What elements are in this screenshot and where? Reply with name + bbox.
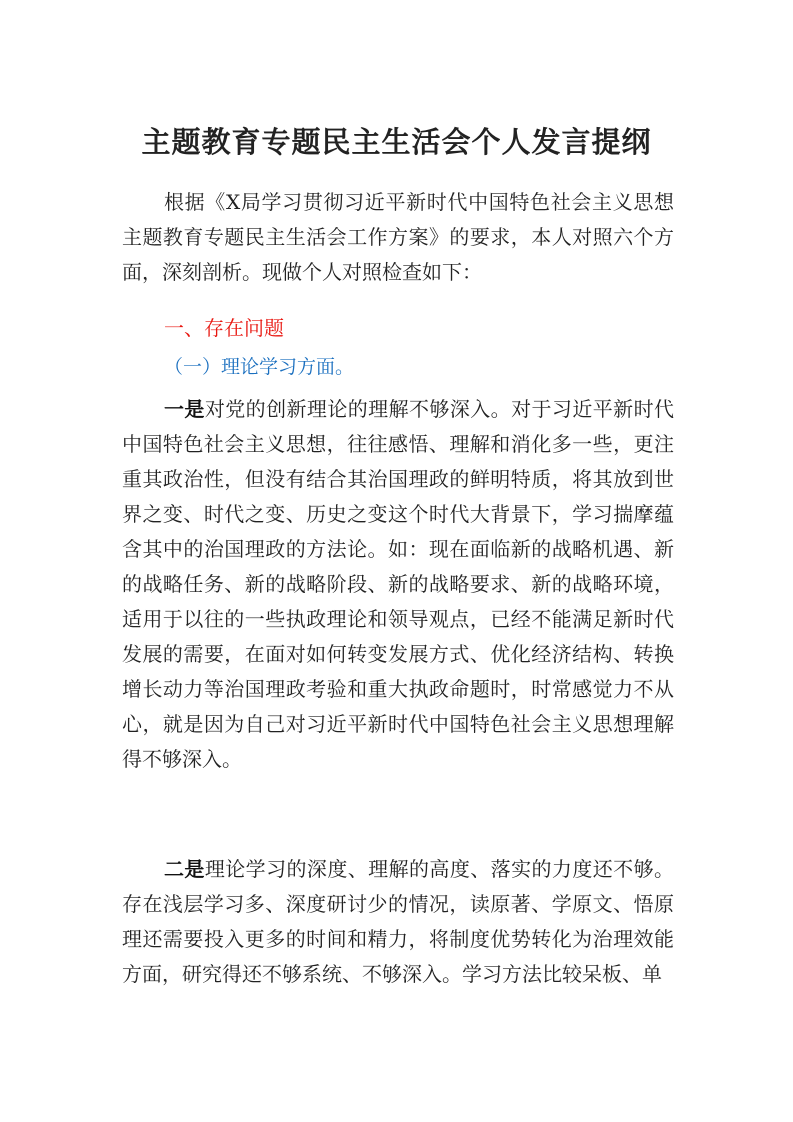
paragraph-point-two [122,852,674,992]
paragraph-point-one [122,392,674,777]
point-two-lead: 二是 [164,857,205,881]
point-two-text: 理论学习的深度、理解的高度、落实的力度还不够。存在浅层学习多、深度研讨少的情况，读原著、学原文、悟原理还需要投入更多的时间和精力，将制度优势转化为治理效能方面，研究得还不够系统、不够深入。学习方法比较呆板、单 [122,857,675,986]
point-one-lead: 一是 [164,397,205,421]
section-heading-problems: 一、存在问题 [164,316,284,340]
point-one-text: 对党的创新理论的理解不够深入。对于习近平新时代中国特色社会主义思想，往往感悟、理解和消化多一些，更注重其政治性，但没有结合其治国理政的鲜明特质，将其放到世界之变、时代之变、历史之变这个时代大背景下，学习揣摩蕴含其中的治国理政的方法论。如：现在面临新的战略机遇、新的战略任务、新的战略阶段、新的战略要求、新的战略环境，适用于以往的一些执政理论和领导观点，已经不能满足新时代发展的需要，在面对如何转变发展方式、优化经济结构、转换增长动力等治国理政考验和重大执政命题时，时常感觉力不从心，就是因为自己对习近平新时代中国特色社会主义思想理解得不够深入。 [122,397,675,771]
intro-paragraph: 根据《X局学习贯彻习近平新时代中国特色社会主义思想主题教育专题民主生活会工作方案》的要求，本人对照六个方面，深刻剖析。现做个人对照检查如下： [122,190,674,284]
document-title: 主题教育专题民主生活会个人发言提纲 [141,125,652,159]
subsection-heading-theory-study: （一）理论学习方面。 [164,356,355,378]
